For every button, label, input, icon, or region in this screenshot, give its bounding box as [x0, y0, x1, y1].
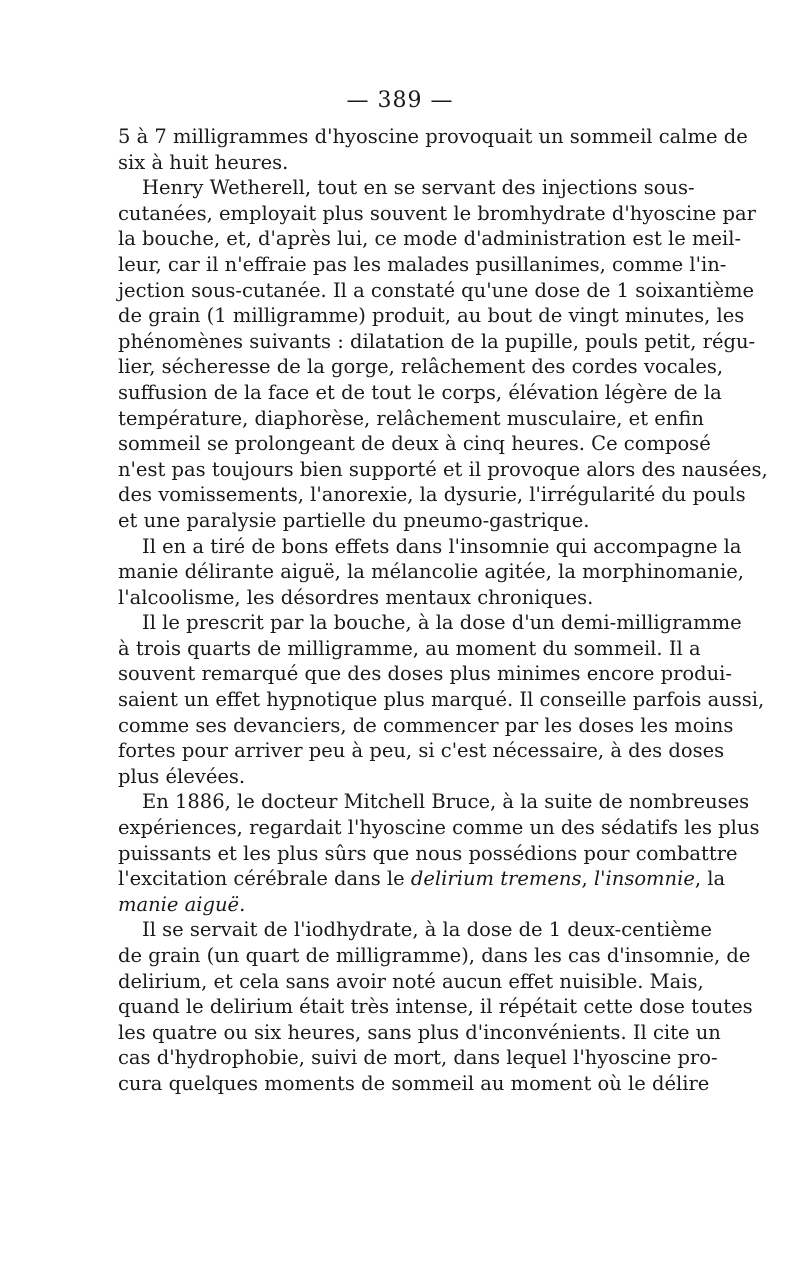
text-segment: suffusion de la face et de tout le corps, élévation légère de la	[118, 380, 722, 404]
text-line	[118, 124, 748, 150]
text-segment: l'alcoolisme, les désordres mentaux chroniques.	[118, 585, 594, 609]
text-line	[118, 175, 695, 201]
text-segment: souvent remarqué que des doses plus minimes encore produi-	[118, 662, 732, 686]
italic-text: manie aiguë	[118, 892, 240, 916]
text-segment: Il le prescrit par la bouche, à la dose d'un demi-milligramme	[142, 611, 742, 635]
text-segment: fortes pour arriver peu à peu, si c'est nécessaire, à des doses	[118, 739, 725, 763]
text-segment: Henry Wetherell, tout en se servant des injections sous-	[142, 176, 695, 200]
text-segment: sommeil se prolongeant de deux à cinq heures. Ce composé	[118, 432, 711, 456]
text-line	[118, 969, 704, 995]
text-line	[118, 226, 742, 252]
text-segment: quand le delirium était très intense, il répétait cette dose toutes	[118, 995, 753, 1019]
text-segment: leur, car il n'effraie pas les malades pusillanimes, comme l'in-	[118, 252, 727, 276]
text-line	[118, 380, 722, 406]
text-segment: puissants et les plus sûrs que nous possédions pour combattre	[118, 841, 738, 865]
text-segment: 5 à 7 milligrammes d'hyoscine provoquait un sommeil calme de	[118, 125, 748, 148]
text-segment: la bouche, et, d'après lui, ce mode d'administration est le meil-	[118, 227, 742, 251]
text-segment: de grain (1 milligramme) produit, au bout de vingt minutes, les	[118, 304, 745, 328]
text-line	[118, 457, 768, 483]
text-segment: température, diaphorèse, relâchement musculaire, et enfin	[118, 406, 704, 430]
text-segment: l'excitation cérébrale dans le	[118, 867, 411, 891]
text-segment: six à huit heures.	[118, 150, 289, 174]
text-segment: et une paralysie partielle du pneumo-gastrique.	[118, 508, 590, 532]
text-line	[118, 636, 701, 662]
text-line	[118, 1020, 721, 1046]
text-segment: manie délirante aiguë, la mélancolie agitée, la morphinomanie,	[118, 560, 744, 584]
text-line	[118, 943, 751, 969]
text-segment: les quatre ou six heures, sans plus d'inconvénients. Il cite un	[118, 1020, 721, 1044]
text-line	[118, 1071, 710, 1097]
text-line	[118, 201, 756, 227]
text-line	[118, 738, 725, 764]
text-segment: Il se servait de l'iodhydrate, à la dose de 1 deux-centième	[142, 918, 712, 942]
text-segment: phénomènes suivants : dilatation de la pupille, pouls petit, régu-	[118, 329, 756, 353]
text-line	[118, 303, 745, 329]
text-line	[118, 278, 755, 304]
text-line	[118, 431, 711, 457]
text-line	[118, 994, 753, 1020]
italic-text: delirium tremens	[410, 867, 582, 891]
text-segment: saient un effet hypnotique plus marqué. Il conseille parfois aussi,	[118, 688, 765, 712]
text-line	[118, 841, 738, 867]
text-line	[118, 508, 674, 534]
text-line	[118, 661, 732, 687]
text-line	[118, 354, 724, 380]
text-segment: cas d'hydrophobie, suivi de mort, dans lequel l'hyoscine pro-	[118, 1046, 718, 1070]
text-segment: comme ses devanciers, de commencer par les doses les moins	[118, 713, 734, 737]
text-segment: cura quelques moments de sommeil au moment où le délire	[118, 1071, 710, 1095]
text-line	[118, 789, 750, 815]
text-segment: lier, sécheresse de la gorge, relâchement des cordes vocales,	[118, 355, 724, 379]
text-segment: , la	[694, 867, 726, 891]
text-line	[118, 892, 674, 918]
text-line	[118, 252, 727, 278]
italic-text: l'insomnie	[593, 867, 695, 891]
text-segment: plus élevées.	[118, 764, 246, 788]
text-segment: Il en a tiré de bons effets dans l'insomnie qui accompagne la	[142, 534, 742, 558]
text-segment: n'est pas toujours bien supporté et il provoque alors des nausées,	[118, 457, 768, 481]
text-segment: En 1886, le docteur Mitchell Bruce, à la suite de nombreuses	[142, 790, 750, 814]
text-segment: ,	[581, 867, 594, 891]
text-segment: delirium, et cela sans avoir noté aucun effet nuisible. Mais,	[118, 969, 704, 993]
text-segment: à trois quarts de milligramme, au moment du sommeil. Il a	[118, 636, 701, 660]
text-segment: expériences, regardait l'hyoscine comme un des sédatifs les plus	[118, 816, 760, 840]
text-segment: .	[239, 892, 246, 916]
text-line	[118, 1045, 718, 1071]
text-line	[118, 815, 760, 841]
text-line	[118, 917, 712, 943]
page-number: — 389 —	[346, 88, 454, 113]
text-line	[118, 482, 746, 508]
text-line	[118, 534, 742, 560]
text-segment: des vomissements, l'anorexie, la dysurie, l'irrégularité du pouls	[118, 483, 746, 507]
text-line	[118, 866, 726, 892]
text-line	[118, 559, 744, 585]
text-line	[118, 150, 674, 176]
text-segment: jection sous-cutanée. Il a constaté qu'une dose de 1 soixantième	[118, 278, 755, 302]
text-line	[118, 329, 756, 355]
text-line	[118, 687, 765, 713]
text-line	[118, 713, 734, 739]
text-line	[118, 406, 704, 432]
body-text	[118, 124, 768, 1097]
text-line	[118, 764, 674, 790]
text-line	[118, 585, 674, 611]
text-line	[118, 610, 742, 636]
text-segment: cutanées, employait plus souvent le bromhydrate d'hyoscine par	[118, 201, 756, 225]
text-segment: de grain (un quart de milligramme), dans les cas d'insomnie, de	[118, 944, 751, 967]
